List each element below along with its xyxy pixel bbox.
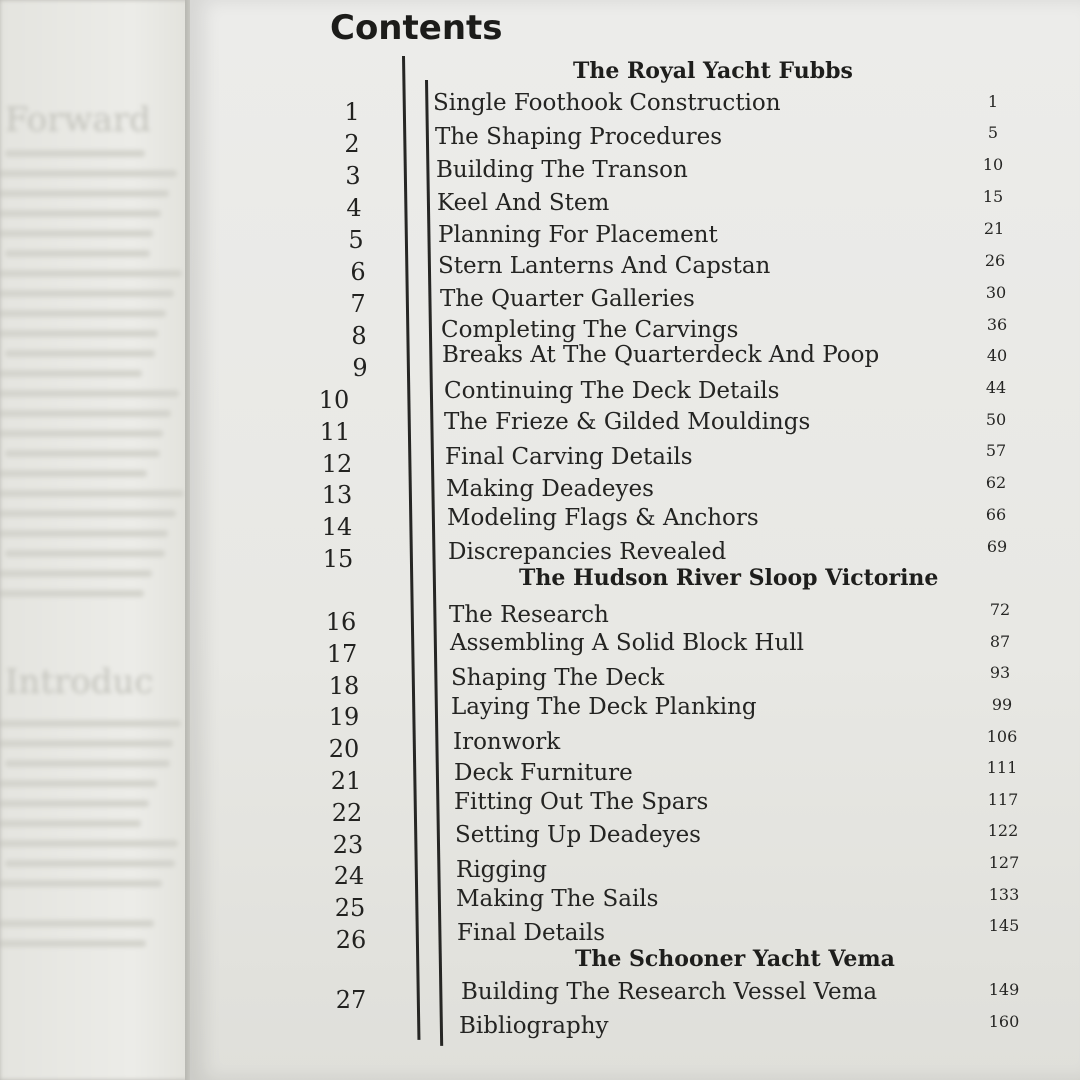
ghost-text-line	[0, 920, 154, 927]
page-number: 149	[988, 980, 1020, 999]
section-title: The Hudson River Sloop Victorine	[519, 565, 939, 591]
chapter-number: 2	[344, 130, 360, 158]
chapter-number: 13	[321, 481, 353, 509]
ghost-text-line	[5, 860, 175, 867]
chapter-title: Stern Lanterns And Capstan	[438, 253, 771, 279]
chapter-title: Keel And Stem	[437, 190, 610, 216]
page-number: 111	[986, 758, 1018, 777]
ghost-text-line	[0, 170, 177, 177]
chapter-number: 8	[351, 322, 367, 350]
page-number: 145	[988, 916, 1020, 935]
chapter-number: 19	[328, 703, 360, 731]
ghost-text-line	[0, 840, 178, 847]
chapter-number: 16	[325, 608, 357, 636]
ghost-text-line	[0, 880, 162, 887]
page-number: 1	[987, 92, 999, 111]
chapter-number: 12	[321, 450, 353, 478]
chapter-number: 26	[335, 926, 367, 954]
chapter-title: Setting Up Deadeyes	[455, 822, 701, 848]
page-number: 62	[985, 473, 1007, 492]
ghost-text-line	[0, 570, 152, 577]
ghost-text-line	[0, 390, 179, 397]
chapter-title: Building The Transon	[436, 157, 688, 183]
ghost-text-line	[5, 550, 165, 557]
page-number: 44	[985, 378, 1007, 397]
ghost-text-line	[0, 820, 141, 827]
ghost-text-line	[5, 350, 155, 357]
ghost-text-line	[5, 760, 170, 767]
page-number: 127	[988, 853, 1020, 872]
page-number: 99	[991, 695, 1013, 714]
page-number: 30	[985, 283, 1007, 302]
chapter-title: Final Carving Details	[445, 444, 693, 470]
chapter-title: Laying The Deck Planking	[451, 694, 757, 720]
chapter-title: Fitting Out The Spars	[454, 789, 709, 815]
ghost-text-line	[0, 270, 182, 277]
chapter-title: Single Foothook Construction	[433, 90, 781, 116]
page-number: 36	[986, 315, 1008, 334]
ghost-text-line	[0, 740, 173, 747]
page-number: 50	[985, 410, 1007, 429]
chapter-number: 22	[331, 799, 363, 827]
chapter-number: 1	[344, 98, 360, 126]
chapter-number: 18	[328, 672, 360, 700]
ghost-text-line	[0, 210, 161, 217]
page-number: 21	[983, 219, 1005, 238]
chapter-number: 5	[348, 226, 364, 254]
ghost-text-line	[0, 800, 149, 807]
chapter-title: Making The Sails	[456, 886, 659, 912]
page-number: 5	[987, 123, 999, 142]
chapter-title: Ironwork	[453, 729, 561, 755]
page-number: 87	[989, 632, 1011, 651]
ghost-text-line	[0, 430, 163, 437]
chapter-title: Bibliography	[459, 1013, 609, 1039]
ghost-text-line	[0, 330, 158, 337]
chapter-number: 25	[334, 894, 366, 922]
page-number: 160	[988, 1012, 1020, 1031]
left-page-heading: Forward	[5, 100, 151, 140]
ghost-text-line	[0, 470, 147, 477]
chapter-number: 23	[332, 831, 364, 859]
chapter-title: Completing The Carvings	[441, 317, 739, 343]
chapter-title: The Shaping Procedures	[435, 124, 723, 150]
ghost-text-line	[5, 250, 150, 257]
ghost-text-line	[0, 190, 169, 197]
chapter-title: Building The Research Vessel Vema	[461, 979, 878, 1005]
chapter-title: Rigging	[456, 857, 548, 883]
page-number: 72	[989, 600, 1011, 619]
chapter-number: 14	[321, 513, 353, 541]
page-number: 93	[989, 663, 1011, 682]
chapter-number: 11	[319, 418, 351, 446]
ghost-text-line	[0, 490, 184, 497]
ghost-text-line	[0, 410, 171, 417]
page-number: 26	[984, 251, 1006, 270]
ghost-text-line	[0, 290, 174, 297]
chapter-number: 7	[350, 290, 366, 318]
ghost-text-line	[0, 780, 157, 787]
ghost-text-line	[5, 450, 160, 457]
page-number: 57	[985, 441, 1007, 460]
chapter-title: Discrepancies Revealed	[448, 539, 727, 565]
chapter-number: 4	[346, 194, 362, 222]
page-number: 66	[985, 505, 1007, 524]
chapter-number: 27	[335, 986, 367, 1014]
page-number: 117	[987, 790, 1019, 809]
chapter-number: 3	[345, 162, 361, 190]
chapter-number: 15	[322, 545, 354, 573]
chapter-title: Final Details	[457, 920, 606, 946]
chapter-number: 24	[333, 862, 365, 890]
chapter-title: Assembling A Solid Block Hull	[450, 630, 805, 656]
ghost-text-line	[5, 150, 145, 157]
ghost-text-line	[0, 720, 181, 727]
chapter-title: Planning For Placement	[438, 222, 718, 248]
page-number: 122	[987, 821, 1019, 840]
ghost-text-line	[0, 310, 166, 317]
chapter-number: 20	[328, 735, 360, 763]
chapter-number: 6	[350, 258, 366, 286]
page-number: 106	[986, 727, 1018, 746]
chapter-number: 17	[326, 640, 358, 668]
chapter-title: Modeling Flags & Anchors	[447, 505, 759, 531]
left-facing-page	[0, 0, 190, 1080]
ghost-text-line	[0, 940, 146, 947]
chapter-title: The Quarter Galleries	[440, 286, 695, 312]
left-page-heading: Introduc	[5, 662, 154, 702]
ghost-text-line	[0, 370, 142, 377]
section-title: The Royal Yacht Fubbs	[573, 58, 853, 84]
chapter-title: The Research	[449, 602, 609, 628]
page-title: Contents	[330, 8, 503, 48]
page-number: 15	[982, 187, 1004, 206]
chapter-title: Deck Furniture	[454, 760, 633, 786]
page-number: 133	[988, 885, 1020, 904]
chapter-title: Breaks At The Quarterdeck And Poop	[442, 342, 880, 368]
page-number: 10	[982, 155, 1004, 174]
ghost-text-line	[0, 510, 176, 517]
page-number: 40	[986, 346, 1008, 365]
ghost-text-line	[0, 530, 168, 537]
section-title: The Schooner Yacht Vema	[575, 946, 895, 972]
chapter-title: Continuing The Deck Details	[444, 378, 780, 404]
chapter-title: Making Deadeyes	[446, 476, 654, 502]
chapter-number: 21	[330, 767, 362, 795]
chapter-title: Shaping The Deck	[451, 665, 665, 691]
chapter-number: 9	[352, 354, 368, 382]
chapter-title: The Frieze & Gilded Mouldings	[444, 409, 811, 435]
ghost-text-line	[0, 590, 144, 597]
chapter-number: 10	[318, 386, 350, 414]
page-number: 69	[986, 537, 1008, 556]
ghost-text-line	[0, 230, 153, 237]
